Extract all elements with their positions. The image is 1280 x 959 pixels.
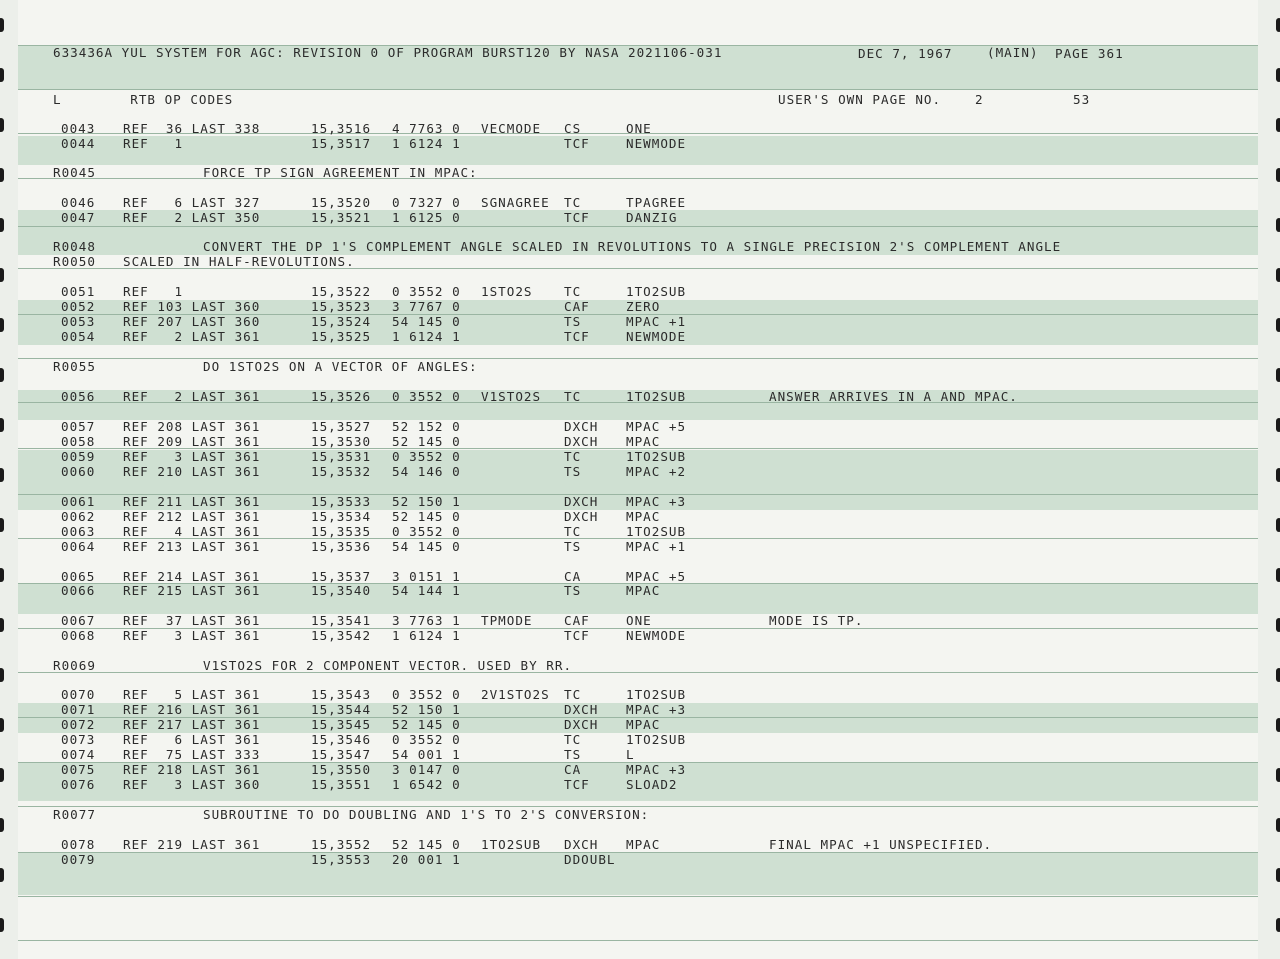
symbol-label: 2V1STO2S [481,687,550,702]
ref-info: REF 3 LAST 361 [123,449,261,464]
operand: MPAC +3 [626,702,687,717]
ruled-line [18,940,1258,941]
operand: MPAC +3 [626,762,687,777]
comment-text: MODE IS TP. [769,613,864,628]
symbol-label: V1STO2S [481,389,542,404]
operand: ONE [626,121,652,136]
opcode: TC [564,389,582,404]
operand: ONE [626,613,652,628]
line-number: 0054 [61,329,96,344]
feed-hole [1276,368,1280,382]
octal-word: 54 145 0 [392,314,461,329]
feed-hole [1276,568,1280,582]
address: 15,3552 [311,837,372,852]
octal-word: 52 150 1 [392,494,461,509]
feed-hole [1276,518,1280,532]
symbol-label: TPMODE [481,613,533,628]
line-number: 0078 [61,837,96,852]
address: 15,3541 [311,613,372,628]
line-number: 0043 [61,121,96,136]
feed-hole [1276,318,1280,332]
opcode: TS [564,464,582,479]
octal-word: 1 6124 1 [392,628,461,643]
address: 15,3533 [311,494,372,509]
header-title: 633436A YUL SYSTEM FOR AGC: REVISION 0 OF PROGRAM BURST120 BY NASA 2021106-031 [53,45,723,60]
opcode: TC [564,687,582,702]
address: 15,3524 [311,314,372,329]
line-number: 0057 [61,419,96,434]
feed-hole [1276,168,1280,182]
opcode: TS [564,539,582,554]
ref-info: REF 1 [123,284,184,299]
remark-line-number: R0050 [53,254,96,269]
octal-word: 54 146 0 [392,464,461,479]
feed-hole [0,668,4,682]
line-number: 0079 [61,852,96,867]
octal-word: 3 0151 1 [392,569,461,584]
feed-hole [0,168,4,182]
octal-word: 54 001 1 [392,747,461,762]
opcode: CAF [564,613,590,628]
symbol-label: SGNAGREE [481,195,550,210]
octal-word: 52 145 0 [392,837,461,852]
opcode: DDOUBL [564,852,616,867]
octal-word: 54 144 1 [392,583,461,598]
opcode: TC [564,449,582,464]
opcode: DXCH [564,419,599,434]
opcode: TCF [564,628,590,643]
remark-line-number: R0045 [53,165,96,180]
line-number: 0065 [61,569,96,584]
feed-hole [0,18,4,32]
line-number: 0061 [61,494,96,509]
address: 15,3522 [311,284,372,299]
line-number: 0072 [61,717,96,732]
address: 15,3521 [311,210,372,225]
feed-hole [0,118,4,132]
address: 15,3544 [311,702,372,717]
remark-text: V1STO2S FOR 2 COMPONENT VECTOR. USED BY RR. [203,658,573,673]
line-number: 0047 [61,210,96,225]
line-number: 0075 [61,762,96,777]
subheader-code: 53 [1073,92,1091,107]
opcode: DXCH [564,837,599,852]
ref-info: REF 3 LAST 360 [123,777,261,792]
line-number: 0063 [61,524,96,539]
line-number: 0052 [61,299,96,314]
octal-word: 52 150 1 [392,702,461,717]
remark-line-number: R0048 [53,239,96,254]
octal-word: 3 7763 1 [392,613,461,628]
address: 15,3517 [311,136,372,151]
feed-hole [1276,468,1280,482]
address: 15,3531 [311,449,372,464]
address: 15,3551 [311,777,372,792]
operand: 1TO2SUB [626,732,687,747]
feed-hole [1276,818,1280,832]
ref-info: REF 1 [123,136,184,151]
operand: MPAC +5 [626,569,687,584]
address: 15,3534 [311,509,372,524]
feed-hole [1276,218,1280,232]
opcode: DXCH [564,434,599,449]
opcode: TS [564,583,582,598]
ref-info: REF 218 LAST 361 [123,762,261,777]
octal-word: 0 3552 0 [392,687,461,702]
opcode: TC [564,284,582,299]
ref-info: REF 207 LAST 360 [123,314,261,329]
symbol-label: 1STO2S [481,284,533,299]
octal-word: 1 6125 0 [392,210,461,225]
address: 15,3540 [311,583,372,598]
ruled-line [18,89,1258,90]
address: 15,3550 [311,762,372,777]
line-number: 0051 [61,284,96,299]
line-number: 0073 [61,732,96,747]
octal-word: 4 7763 0 [392,121,461,136]
address: 15,3516 [311,121,372,136]
remark-text: DO 1STO2S ON A VECTOR OF ANGLES: [203,359,478,374]
ref-info: REF 215 LAST 361 [123,583,261,598]
opcode: DXCH [564,494,599,509]
feed-hole [1276,268,1280,282]
ruled-line [18,226,1258,227]
operand: 1TO2SUB [626,449,687,464]
ref-info: REF 214 LAST 361 [123,569,261,584]
feed-hole [0,568,4,582]
line-number: 0068 [61,628,96,643]
feed-hole [1276,18,1280,32]
feed-hole [0,918,4,932]
feed-hole [0,368,4,382]
operand: MPAC +1 [626,539,687,554]
address: 15,3527 [311,419,372,434]
feed-hole [0,618,4,632]
opcode: TCF [564,210,590,225]
address: 15,3525 [311,329,372,344]
line-number: 0066 [61,583,96,598]
subheader-left: L RTB OP CODES [53,92,234,107]
address: 15,3542 [311,628,372,643]
opcode: TS [564,747,582,762]
ref-info: REF 37 LAST 361 [123,613,261,628]
operand: ZERO [626,299,661,314]
opcode: TS [564,314,582,329]
ref-info: REF 4 LAST 361 [123,524,261,539]
line-number: 0074 [61,747,96,762]
octal-word: 3 0147 0 [392,762,461,777]
operand: MPAC [626,837,661,852]
remark-text: CONVERT THE DP 1'S COMPLEMENT ANGLE SCALED IN REVOLUTIONS TO A SINGLE PRECISION 2'S COMPLEMENT ANGLE [203,239,1062,254]
opcode: TCF [564,777,590,792]
feed-hole [1276,718,1280,732]
octal-word: 0 3552 0 [392,284,461,299]
octal-word: 1 6124 1 [392,136,461,151]
operand: DANZIG [626,210,678,225]
users-page-number: 2 [975,92,984,107]
feed-hole [0,468,4,482]
ref-info: REF 210 LAST 361 [123,464,261,479]
ref-info: REF 216 LAST 361 [123,702,261,717]
operand: MPAC +1 [626,314,687,329]
line-number: 0064 [61,539,96,554]
feed-hole [0,318,4,332]
feed-hole [0,818,4,832]
feed-hole [0,418,4,432]
greenbar-band [18,853,1258,895]
header-date: DEC 7, 1967 [858,46,953,61]
octal-word: 0 3552 0 [392,524,461,539]
feed-hole [1276,418,1280,432]
address: 15,3537 [311,569,372,584]
line-number: 0070 [61,687,96,702]
opcode: TCF [564,329,590,344]
feed-hole [0,68,4,82]
line-number: 0058 [61,434,96,449]
address: 15,3532 [311,464,372,479]
line-number: 0076 [61,777,96,792]
ref-info: REF 209 LAST 361 [123,434,261,449]
remark-text: SUBROUTINE TO DO DOUBLING AND 1'S TO 2'S CONVERSION: [203,807,650,822]
operand: NEWMODE [626,628,687,643]
operand: MPAC [626,583,661,598]
address: 15,3543 [311,687,372,702]
line-number: 0067 [61,613,96,628]
opcode: DXCH [564,702,599,717]
operand: MPAC [626,717,661,732]
opcode: TC [564,732,582,747]
operand: TPAGREE [626,195,687,210]
ref-info: REF 213 LAST 361 [123,539,261,554]
header-section: (MAIN) [987,45,1039,60]
opcode: TCF [564,136,590,151]
ruled-line [18,852,1258,853]
comment-text: FINAL MPAC +1 UNSPECIFIED. [769,837,993,852]
octal-word: 1 6542 0 [392,777,461,792]
line-number: 0060 [61,464,96,479]
feed-hole [1276,918,1280,932]
line-number: 0046 [61,195,96,210]
feed-hole [0,218,4,232]
operand: 1TO2SUB [626,389,687,404]
octal-word: 1 6124 1 [392,329,461,344]
remark-line-number: R0055 [53,359,96,374]
ref-info: REF 36 LAST 338 [123,121,261,136]
octal-word: 54 145 0 [392,539,461,554]
line-number: 0053 [61,314,96,329]
feed-hole [0,518,4,532]
address: 15,3536 [311,539,372,554]
operand: MPAC [626,434,661,449]
feed-hole [1276,768,1280,782]
address: 15,3545 [311,717,372,732]
address: 15,3526 [311,389,372,404]
address: 15,3520 [311,195,372,210]
opcode: TC [564,524,582,539]
ref-info: REF 2 LAST 361 [123,389,261,404]
address: 15,3523 [311,299,372,314]
octal-word: 52 145 0 [392,434,461,449]
feed-hole [1276,118,1280,132]
opcode: CAF [564,299,590,314]
octal-word: 0 3552 0 [392,449,461,464]
ref-info: REF 211 LAST 361 [123,494,261,509]
address: 15,3546 [311,732,372,747]
remark-line-number: R0077 [53,807,96,822]
ref-info: REF 212 LAST 361 [123,509,261,524]
feed-hole [0,768,4,782]
ref-info: REF 103 LAST 360 [123,299,261,314]
line-number: 0056 [61,389,96,404]
operand: MPAC +2 [626,464,687,479]
operand: SLOAD2 [626,777,678,792]
feed-hole [1276,68,1280,82]
address: 15,3535 [311,524,372,539]
octal-word: 52 145 0 [392,717,461,732]
octal-word: 0 7327 0 [392,195,461,210]
feed-hole [1276,618,1280,632]
remark-text: SCALED IN HALF-REVOLUTIONS. [123,254,355,269]
opcode: CS [564,121,582,136]
symbol-label: 1TO2SUB [481,837,542,852]
address: 15,3547 [311,747,372,762]
feed-hole [0,868,4,882]
ref-info: REF 217 LAST 361 [123,717,261,732]
octal-word: 0 3552 0 [392,732,461,747]
symbol-label: VECMODE [481,121,542,136]
ref-info: REF 6 LAST 361 [123,732,261,747]
octal-word: 20 001 1 [392,852,461,867]
octal-word: 0 3552 0 [392,389,461,404]
ref-info: REF 208 LAST 361 [123,419,261,434]
line-number: 0071 [61,702,96,717]
feed-hole [1276,868,1280,882]
feed-hole [0,718,4,732]
octal-word: 3 7767 0 [392,299,461,314]
operand: NEWMODE [626,136,687,151]
remark-text: FORCE TP SIGN AGREEMENT IN MPAC: [203,165,478,180]
operand: MPAC +5 [626,419,687,434]
feed-hole [0,268,4,282]
ref-info: REF 219 LAST 361 [123,837,261,852]
operand: L [626,747,635,762]
line-number: 0062 [61,509,96,524]
address: 15,3530 [311,434,372,449]
ref-info: REF 2 LAST 361 [123,329,261,344]
line-number: 0059 [61,449,96,464]
ref-info: REF 75 LAST 333 [123,747,261,762]
line-number: 0044 [61,136,96,151]
operand: 1TO2SUB [626,687,687,702]
operand: 1TO2SUB [626,524,687,539]
operand: MPAC [626,509,661,524]
octal-word: 52 145 0 [392,509,461,524]
operand: 1TO2SUB [626,284,687,299]
opcode: TC [564,195,582,210]
ref-info: REF 3 LAST 361 [123,628,261,643]
octal-word: 52 152 0 [392,419,461,434]
address: 15,3553 [311,852,372,867]
ref-info: REF 6 LAST 327 [123,195,261,210]
opcode: DXCH [564,509,599,524]
opcode: CA [564,569,582,584]
opcode: DXCH [564,717,599,732]
remark-line-number: R0069 [53,658,96,673]
operand: NEWMODE [626,329,687,344]
operand: MPAC +3 [626,494,687,509]
ref-info: REF 5 LAST 361 [123,687,261,702]
users-page-label: USER'S OWN PAGE NO. [778,92,942,107]
ruled-line [18,896,1258,897]
header-page: PAGE 361 [1055,46,1124,61]
feed-hole [1276,668,1280,682]
comment-text: ANSWER ARRIVES IN A AND MPAC. [769,389,1018,404]
opcode: CA [564,762,582,777]
ref-info: REF 2 LAST 350 [123,210,261,225]
